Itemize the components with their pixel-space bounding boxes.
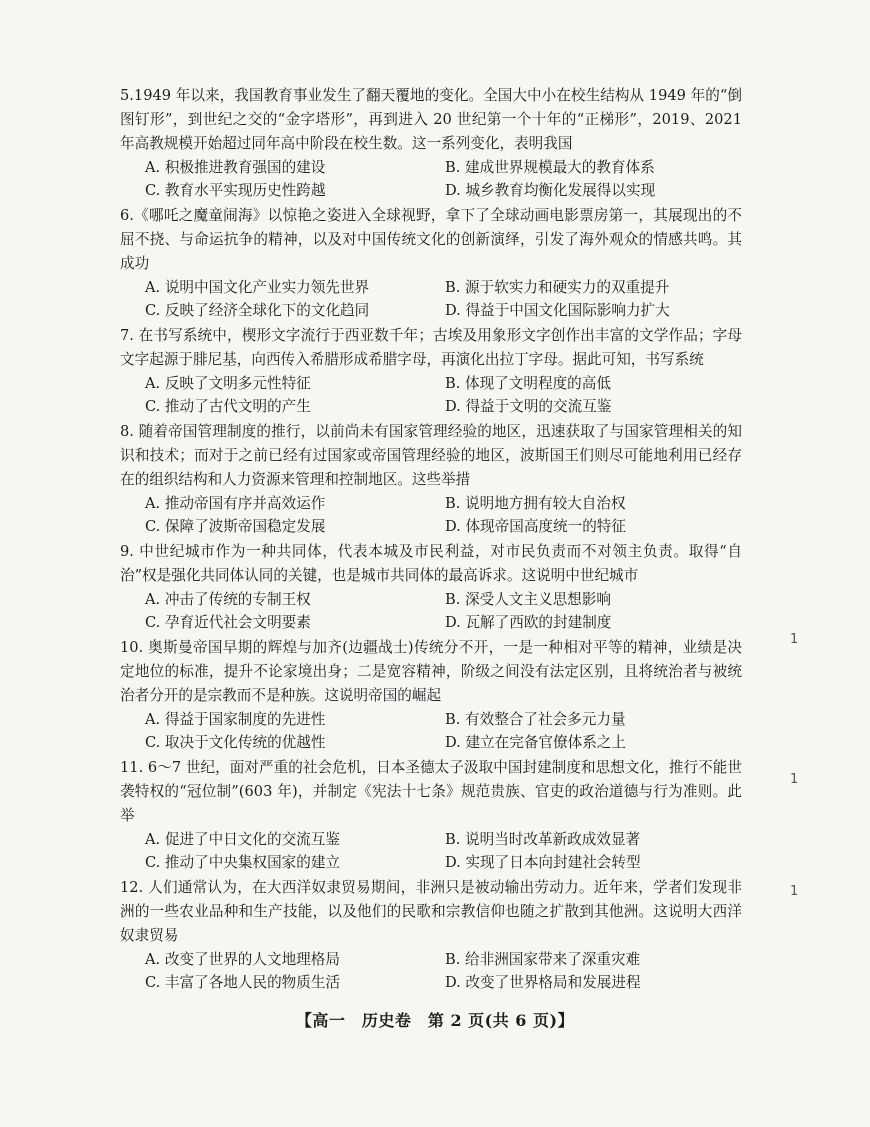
question-stem: 10. 奥斯曼帝国早期的辉煌与加齐(边疆战士)传统分不开，一是一种相对平等的精神，业绩是决定地位的标准，提升不论家境出身；二是宽容精神，阶级之间没有法定区别，且将统治者与被统治者分开的是宗教而不是种族。这说明帝国的崛起 <box>120 639 742 704</box>
option-d: D. 改变了世界格局和发展进程 <box>445 974 641 991</box>
option-b: B. 深受人文主义思想影响 <box>445 591 611 608</box>
option-b: B. 体现了文明程度的高低 <box>445 375 611 392</box>
option-a: A. 冲击了传统的专制王权 <box>145 591 311 608</box>
margin-mark: 1 <box>790 884 799 899</box>
question-10 <box>120 636 742 754</box>
question-7 <box>120 324 742 418</box>
option-d: D. 城乡教育均衡化发展得以实现 <box>445 182 656 199</box>
option-d: D. 得益于中国文化国际影响力扩大 <box>445 302 670 319</box>
option-b: B. 有效整合了社会多元力量 <box>445 711 626 728</box>
option-grid <box>120 828 742 874</box>
option-b: B. 说明当时改革新政成效显著 <box>445 831 641 848</box>
question-8 <box>120 420 742 538</box>
option-d: D. 瓦解了西欧的封建制度 <box>445 614 612 631</box>
question-stem: 8. 随着帝国管理制度的推行，以前尚未有国家管理经验的地区，迅速获取了与国家管理相关的知识和技术；而对于之前已经有过国家或帝国管理经验的地区，波斯国王们则尽可能地利用已经存在的组织结构和人力资源来管理和控制地区。这些举措 <box>120 423 742 488</box>
question-stem: 5.1949 年以来，我国教育事业发生了翻天覆地的变化。全国大中小在校生结构从 1949 年的“倒图钉形”，到世纪之交的“金字塔形”，再到进入 20 世纪第一个十年的“正梯形”，2019、2021 年高教规模开始超过同年高中阶段在校生数。这一系列变化，表明我国 <box>120 87 742 152</box>
option-a: A. 改变了世界的人文地理格局 <box>145 951 340 968</box>
option-c: C. 教育水平实现历史性跨越 <box>145 182 326 199</box>
option-grid <box>120 276 742 322</box>
question-list <box>120 84 742 996</box>
option-c: C. 推动了古代文明的产生 <box>145 398 311 415</box>
question-12 <box>120 876 742 994</box>
question-5 <box>120 84 742 202</box>
option-grid <box>120 708 742 754</box>
option-b: B. 源于软实力和硬实力的双重提升 <box>445 279 670 296</box>
option-a: A. 说明中国文化产业实力领先世界 <box>145 279 370 296</box>
option-b: B. 说明地方拥有较大自治权 <box>445 495 626 512</box>
option-c: C. 推动了中央集权国家的建立 <box>145 854 341 871</box>
margin-mark: 1 <box>790 772 799 787</box>
option-grid <box>120 588 742 634</box>
option-c: C. 丰富了各地人民的物质生活 <box>145 974 341 991</box>
question-11 <box>120 756 742 874</box>
option-d: D. 建立在完备官僚体系之上 <box>445 734 626 751</box>
option-c: C. 保障了波斯帝国稳定发展 <box>145 518 326 535</box>
option-b: B. 给非洲国家带来了深重灾难 <box>445 951 641 968</box>
question-9 <box>120 540 742 634</box>
question-stem: 7. 在书写系统中，楔形文字流行于西亚数千年；古埃及用象形文字创作出丰富的文学作品；字母文字起源于腓尼基，向西传入希腊形成希腊字母，再演化出拉丁字母。据此可知，书写系统 <box>120 327 742 368</box>
option-d: D. 得益于文明的交流互鉴 <box>445 398 612 415</box>
option-grid <box>120 948 742 994</box>
option-c: C. 孕育近代社会文明要素 <box>145 614 311 631</box>
option-grid <box>120 156 742 202</box>
option-c: C. 反映了经济全球化下的文化趋同 <box>145 302 370 319</box>
option-a: A. 促进了中日文化的交流互鉴 <box>145 831 340 848</box>
question-6 <box>120 204 742 322</box>
option-d: D. 体现帝国高度统一的特征 <box>445 518 626 535</box>
question-stem: 12. 人们通常认为，在大西洋奴隶贸易期间，非洲只是被动输出劳动力。近年来，学者们发现非洲的一些农业品种和生产技能，以及他们的民歌和宗教信仰也随之扩散到其他洲。这说明大西洋奴隶贸易 <box>120 879 742 944</box>
page-footer: 【高一 历史卷 第 2 页(共 6 页)】 <box>295 1011 575 1030</box>
question-stem: 11. 6～7 世纪，面对严重的社会危机，日本圣德太子汲取中国封建制度和思想文化，推行不能世袭特权的“冠位制”(603 年)，并制定《宪法十七条》规范贵族、官吏的政治道德与行为准则。此举 <box>120 759 742 824</box>
option-d: D. 实现了日本向封建社会转型 <box>445 854 641 871</box>
option-grid <box>120 492 742 538</box>
option-grid <box>120 372 742 418</box>
question-stem: 6.《哪吒之魔童闹海》以惊艳之姿进入全球视野，拿下了全球动画电影票房第一，其展现出的不屈不挠、与命运抗争的精神，以及对中国传统文化的创新演绎，引发了海外观众的情感共鸣。其成功 <box>120 207 742 272</box>
option-b: B. 建成世界规模最大的教育体系 <box>445 159 655 176</box>
question-stem: 9. 中世纪城市作为一种共同体，代表本城及市民利益，对市民负责而不对领主负责。取得“自治”权是强化共同体认同的关键，也是城市共同体的最高诉求。这说明中世纪城市 <box>120 543 742 584</box>
option-a: A. 得益于国家制度的先进性 <box>145 711 326 728</box>
option-a: A. 反映了文明多元性特征 <box>145 375 311 392</box>
margin-mark: 1 <box>790 632 799 647</box>
option-a: A. 积极推进教育强国的建设 <box>145 159 326 176</box>
option-a: A. 推动帝国有序并高效运作 <box>145 495 326 512</box>
option-c: C. 取决于文化传统的优越性 <box>145 734 326 751</box>
